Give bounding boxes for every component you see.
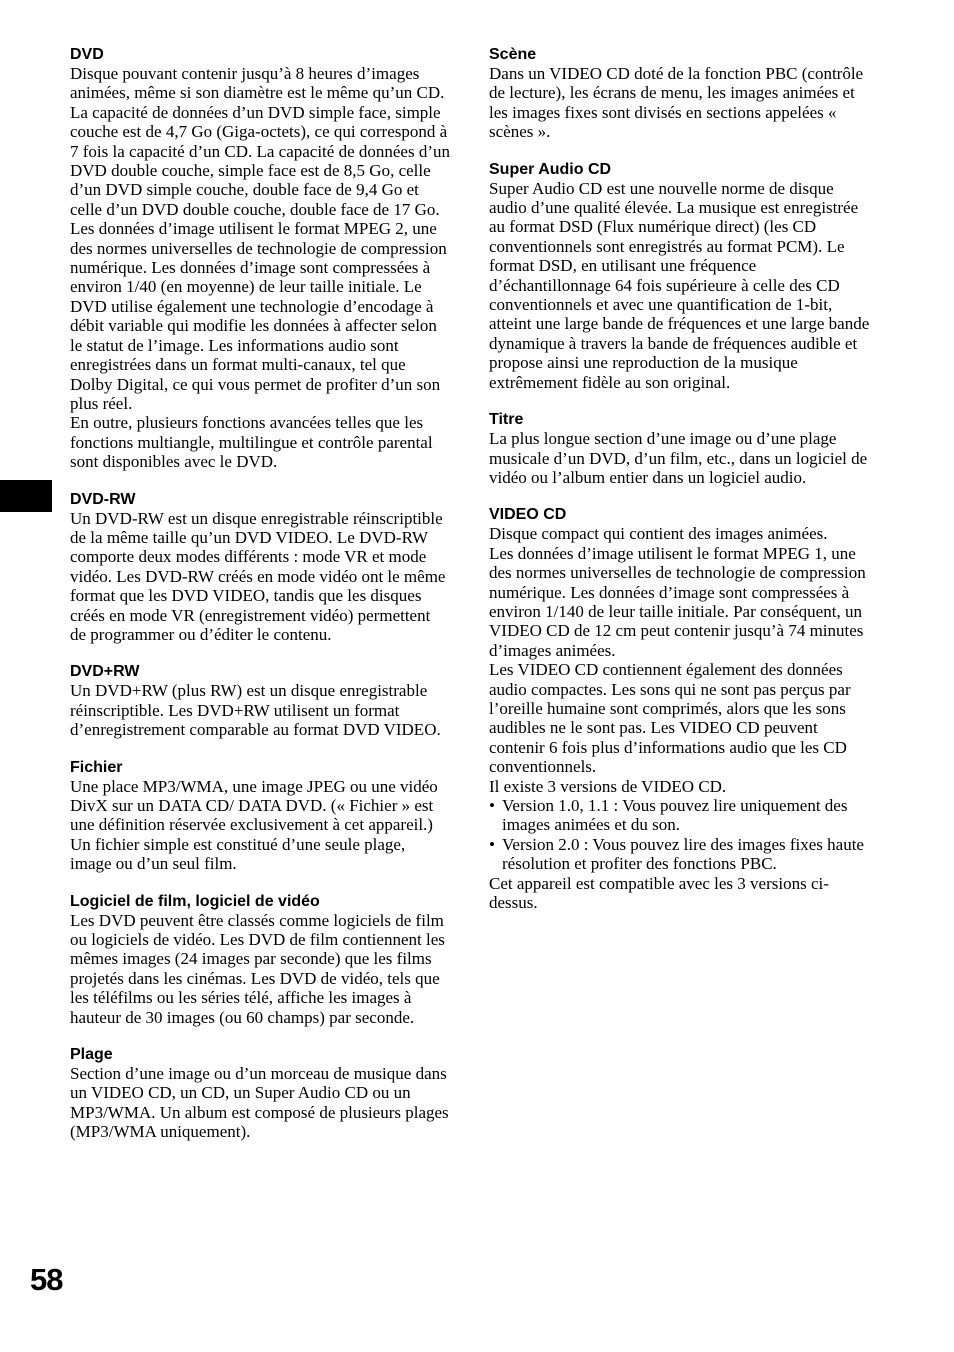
term-heading: Scène xyxy=(489,46,537,63)
glossary-entry-scene xyxy=(489,45,874,142)
term-heading: Titre xyxy=(489,411,524,429)
closing-paragraph: Cet appareil est compatible avec les 3 versions ci-dessus. xyxy=(489,873,829,913)
term-heading: Fichier xyxy=(70,758,123,776)
glossary-entry-dvd-rw xyxy=(70,490,450,645)
definition-paragraph: Un DVD+RW (plus RW) est un disque enregistrable réinscriptible. Les DVD+RW utilisent un format d’enregistrement comparable au format DVD VIDEO. xyxy=(70,681,441,740)
right-column xyxy=(489,45,874,930)
term-heading: Super Audio CD xyxy=(489,160,612,178)
definition-paragraph: En outre, plusieurs fonctions avancées telles que les fonctions multiangle, multilingue et contrôle parental sont disponibles avec le DVD. xyxy=(70,413,433,472)
term-heading: DVD+RW xyxy=(70,663,140,681)
definition-paragraph: Les données d’image utilisent le format MPEG 1, une des normes universelles de technologie de compression numérique. Les données d’image sont compressées à environ 1/140 de leur taille initiale. Par conséquent, un VIDEO CD de 12 cm peut contenir jusqu’à 74 minutes d’images animées. xyxy=(489,543,866,660)
definition-paragraph: Un DVD-RW est un disque enregistrable réinscriptible de la même taille qu’un DVD VIDEO. Le DVD-RW comporte deux modes différents : mode VR et mode vidéo. Les DVD-RW créés en mode vidéo ont le même format que les DVD VIDEO, tandis que les disques créés en mode VR (enregistrement vidéo) permettent de programmer ou d’éditer le contenu. xyxy=(70,508,446,644)
left-column xyxy=(70,45,450,1160)
glossary-entry-fichier xyxy=(70,758,450,874)
glossary-entry-plage xyxy=(70,1045,450,1142)
definition-paragraph: Dans un VIDEO CD doté de la fonction PBC (contrôle de lecture), les écrans de menu, les images animées et les images fixes sont divisés en sections appelées « scènes ». xyxy=(489,64,864,142)
definition-paragraph: Il existe 3 versions de VIDEO CD. xyxy=(489,776,727,796)
definition-paragraph: Section d’une image ou d’un morceau de musique dans un VIDEO CD, un CD, un Super Audio CD ou un MP3/WMA. Un album est composé de plusieurs plages (MP3/WMA uniquement). xyxy=(70,1064,449,1142)
list-item xyxy=(489,796,874,835)
glossary-entry-dvd-plus-rw xyxy=(70,662,450,739)
bullet-marker: • xyxy=(489,834,495,854)
glossary-entry-titre xyxy=(489,410,874,487)
list-item-text: Version 2.0 : Vous pouvez lire des images fixes haute résolution et profiter des fonctions PBC. xyxy=(502,834,864,874)
list-item xyxy=(489,835,874,874)
section-tab-marker xyxy=(0,480,52,512)
definition-paragraph: Disque pouvant contenir jusqu’à 8 heures d’images animées, même si son diamètre est le même qu’un CD. xyxy=(70,64,445,103)
bullet-marker: • xyxy=(489,796,495,815)
definition-paragraph: Super Audio CD est une nouvelle norme de disque audio d’une qualité élevée. La musique est enregistrée au format DSD (Flux numérique direct) (les CD conventionnels sont enregistrés au format PCM). Le format DSD, en utilisant une fréquence d’échantillonnage 64 fois supérieure à celle des CD conventionnels et avec une quantification de 1-bit, atteint une large bande de fréquences et une large bande dynamique à travers la bande de fréquences audible et propose ainsi une reproduction de la musique extrêmement fidèle au son original. xyxy=(489,178,870,392)
term-heading: Logiciel de film, logiciel de vidéo xyxy=(70,892,320,910)
glossary-entry-dvd xyxy=(70,45,450,472)
term-heading: VIDEO CD xyxy=(489,506,567,524)
glossary-entry-super-audio-cd xyxy=(489,160,874,392)
definition-paragraph: Les VIDEO CD contiennent également des données audio compactes. Les sons qui ne sont pas perçus par l’oreille humaine sont comprimés, alors que les sons audibles ne le sont pas. Les VIDEO CD peuvent contenir 6 fois plus d’informations audio que les CD conventionnels. xyxy=(489,660,851,777)
page-number: 58 xyxy=(30,1262,63,1297)
term-heading: DVD-RW xyxy=(70,490,136,508)
definition-paragraph: Une place MP3/WMA, une image JPEG ou une vidéo DivX sur un DATA CD/ DATA DVD. (« Fichier » est une définition réservée exclusivement à cet appareil.) Un fichier simple est constitué d’une seule plage, image ou d’un seul film. xyxy=(70,776,438,874)
version-list xyxy=(489,796,874,874)
glossary-entry-logiciel xyxy=(70,892,450,1027)
definition-paragraph: La plus longue section d’une image ou d’une plage musicale d’un DVD, d’un film, etc., dans un logiciel de vidéo ou l’album entier dans un logiciel audio. xyxy=(489,429,868,487)
list-item-text: Version 1.0, 1.1 : Vous pouvez lire uniquement des images animées et du son. xyxy=(502,796,848,835)
definition-paragraph: La capacité de données d’un DVD simple face, simple couche est de 4,7 Go (Giga-octets), ce qui correspond à 7 fois la capacité d’un CD. La capacité de données d’un DVD double couche, simple face est de 8,5 Go, celle d’un DVD simple couche, double face de 9,4 Go et celle d’un DVD double couche, double face de 17 Go. xyxy=(70,102,450,219)
term-heading: Plage xyxy=(70,1046,113,1064)
definition-paragraph: Disque compact qui contient des images animées. xyxy=(489,524,828,544)
definition-paragraph: Les DVD peuvent être classés comme logiciels de film ou logiciels de vidéo. Les DVD de film contiennent les mêmes images (24 images par seconde) que les films projetés dans les cinémas. Les DVD de vidéo, tels que les téléfilms ou les séries télé, affiche les images à hauteur de 30 images (ou 60 champs) par seconde. xyxy=(70,910,445,1027)
definition-paragraph: Les données d’image utilisent le format MPEG 2, une des normes universelles de technologie de compression numérique. Les données d’image sont compressées à environ 1/40 (en moyenne) de leur taille initiale. Le DVD utilise également une technologie d’encodage à débit variable qui modifie les données à affecter selon le statut de l’image. Les informations audio sont enregistrées dans un format multi-canaux, tel que Dolby Digital, ce qui vous permet de profiter d’un son plus réel. xyxy=(70,219,447,413)
term-heading: DVD xyxy=(70,46,104,63)
glossary-entry-video-cd xyxy=(489,505,874,912)
